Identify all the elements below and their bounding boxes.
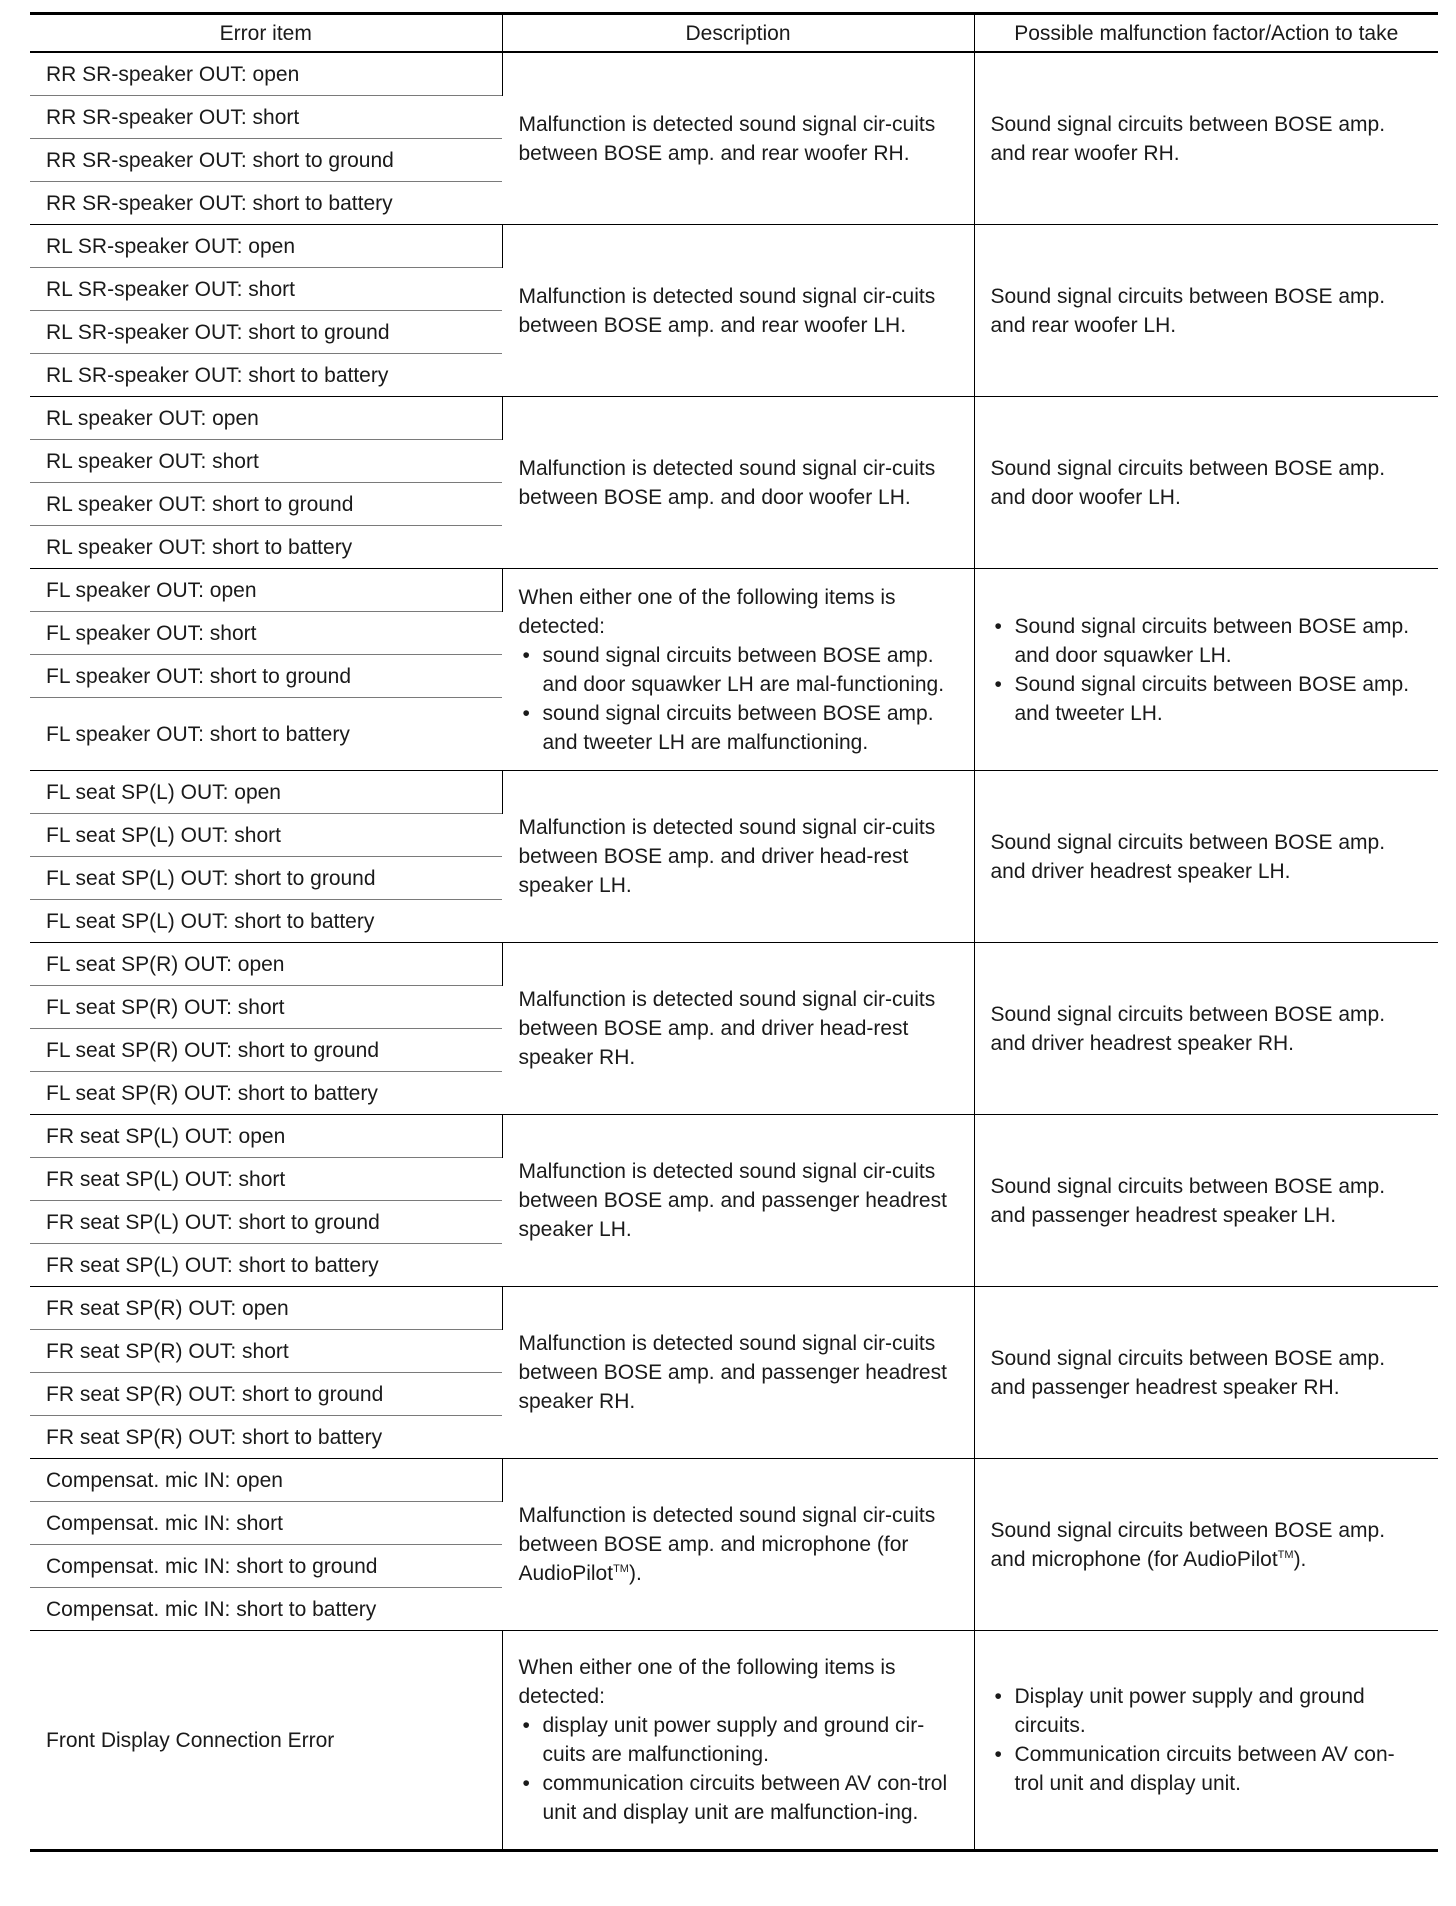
action-text: Sound signal circuits between BOSE amp. and microphone (for AudioPilot: [990, 1518, 1386, 1571]
table-row: [30, 52, 1438, 96]
error-item-cell: RR SR-speaker OUT: open: [30, 52, 502, 96]
description-bullet: • sound signal circuits between BOSE amp. and door squawker LH are mal-functioning.: [519, 641, 958, 699]
action-cell: Sound signal circuits between BOSE amp. and driver headrest speaker LH.: [974, 771, 1438, 943]
error-item-cell: RR SR-speaker OUT: short to ground: [30, 139, 502, 182]
table-row: [30, 1631, 1438, 1851]
error-item-cell: FR seat SP(R) OUT: short to battery: [30, 1416, 502, 1459]
error-item-cell: FR seat SP(L) OUT: open: [30, 1115, 502, 1158]
action-cell: [974, 1459, 1438, 1631]
description-cell: Malfunction is detected sound signal cir-cuits between BOSE amp. and passenger headrest speaker RH.: [502, 1287, 974, 1459]
description-cell: Malfunction is detected sound signal cir-cuits between BOSE amp. and driver head-rest speaker LH.: [502, 771, 974, 943]
description-cell: Malfunction is detected sound signal cir-cuits between BOSE amp. and driver head-rest speaker RH.: [502, 943, 974, 1115]
document-page: [30, 12, 1438, 1852]
error-item-cell: RL speaker OUT: open: [30, 397, 502, 440]
error-item-cell: FR seat SP(L) OUT: short to ground: [30, 1201, 502, 1244]
description-cell: Malfunction is detected sound signal cir-cuits between BOSE amp. and passenger headrest speaker LH.: [502, 1115, 974, 1287]
error-item-cell: FL speaker OUT: short to battery: [30, 698, 502, 771]
error-item-cell: Compensat. mic IN: short to battery: [30, 1588, 502, 1631]
description-bullet: • communication circuits between AV con-trol unit and display unit are malfunction-ing.: [519, 1769, 958, 1827]
header-description: Description: [502, 14, 974, 53]
action-bullet: • Communication circuits between AV con-trol unit and display unit.: [991, 1740, 1423, 1798]
table-row: [30, 1459, 1438, 1502]
table-row: [30, 225, 1438, 268]
action-cell: Sound signal circuits between BOSE amp. and driver headrest speaker RH.: [974, 943, 1438, 1115]
error-item-cell: FL speaker OUT: open: [30, 569, 502, 612]
table-header-row: [30, 14, 1438, 53]
action-cell: Sound signal circuits between BOSE amp. and rear woofer LH.: [974, 225, 1438, 397]
table-row: [30, 771, 1438, 814]
error-item-cell: Front Display Connection Error: [30, 1631, 502, 1851]
error-item-cell: FL seat SP(L) OUT: short to ground: [30, 857, 502, 900]
error-item-cell: FL seat SP(R) OUT: short: [30, 986, 502, 1029]
table-row: [30, 397, 1438, 440]
action-cell: Sound signal circuits between BOSE amp. and passenger headrest speaker RH.: [974, 1287, 1438, 1459]
error-item-cell: FL speaker OUT: short: [30, 612, 502, 655]
action-bullet: • Sound signal circuits between BOSE amp. and door squawker LH.: [991, 612, 1423, 670]
description-cell: Malfunction is detected sound signal cir-cuits between BOSE amp. and rear woofer LH.: [502, 225, 974, 397]
description-intro: When either one of the following items is detected:: [518, 1656, 896, 1708]
table-row: [30, 569, 1438, 612]
description-cell: [502, 1459, 974, 1631]
action-tail: ).: [1293, 1547, 1307, 1571]
error-item-cell: FL speaker OUT: short to ground: [30, 655, 502, 698]
error-item-cell: FL seat SP(L) OUT: open: [30, 771, 502, 814]
error-item-cell: RR SR-speaker OUT: short to battery: [30, 182, 502, 225]
error-item-cell: RL speaker OUT: short to ground: [30, 483, 502, 526]
error-item-cell: RL speaker OUT: short: [30, 440, 502, 483]
action-bullet: • Sound signal circuits between BOSE amp. and tweeter LH.: [991, 670, 1423, 728]
error-item-cell: FR seat SP(R) OUT: short to ground: [30, 1373, 502, 1416]
description-cell: Malfunction is detected sound signal cir-cuits between BOSE amp. and rear woofer RH.: [502, 52, 974, 225]
description-bullet: • display unit power supply and ground cir-cuits are malfunctioning.: [519, 1711, 958, 1769]
description-cell: [502, 569, 974, 771]
action-cell: Sound signal circuits between BOSE amp. and rear woofer RH.: [974, 52, 1438, 225]
error-item-cell: FR seat SP(R) OUT: short: [30, 1330, 502, 1373]
trademark-mark: TM: [613, 1563, 629, 1575]
action-bullet-list: [991, 1682, 1423, 1798]
error-item-cell: FR seat SP(R) OUT: open: [30, 1287, 502, 1330]
description-bullet-list: [519, 1711, 958, 1827]
error-item-cell: RR SR-speaker OUT: short: [30, 96, 502, 139]
error-item-cell: FL seat SP(R) OUT: open: [30, 943, 502, 986]
trademark-mark: TM: [1277, 1548, 1294, 1561]
action-cell: Sound signal circuits between BOSE amp. and passenger headrest speaker LH.: [974, 1115, 1438, 1287]
action-bullet-list: [991, 612, 1423, 728]
error-item-cell: FL seat SP(L) OUT: short to battery: [30, 900, 502, 943]
header-error-item: Error item: [30, 14, 502, 53]
description-intro: When either one of the following items is detected:: [518, 585, 896, 638]
description-text: Malfunction is detected sound signal cir-cuits between BOSE amp. and microphone (for AudioPilot: [518, 1504, 936, 1585]
error-item-table: [30, 12, 1438, 1852]
error-item-cell: Compensat. mic IN: short to ground: [30, 1545, 502, 1588]
error-item-cell: FL seat SP(R) OUT: short to ground: [30, 1029, 502, 1072]
error-item-cell: FL seat SP(L) OUT: short: [30, 814, 502, 857]
action-bullet: • Display unit power supply and ground circuits.: [991, 1682, 1423, 1740]
error-item-cell: Compensat. mic IN: short: [30, 1502, 502, 1545]
error-item-cell: RL SR-speaker OUT: short to battery: [30, 354, 502, 397]
description-cell: [502, 1631, 974, 1851]
error-item-cell: RL SR-speaker OUT: open: [30, 225, 502, 268]
error-item-cell: RL speaker OUT: short to battery: [30, 526, 502, 569]
error-item-cell: FL seat SP(R) OUT: short to battery: [30, 1072, 502, 1115]
description-cell: Malfunction is detected sound signal cir-cuits between BOSE amp. and door woofer LH.: [502, 397, 974, 569]
error-item-cell: FR seat SP(L) OUT: short: [30, 1158, 502, 1201]
error-item-cell: Compensat. mic IN: open: [30, 1459, 502, 1502]
error-item-cell: FR seat SP(L) OUT: short to battery: [30, 1244, 502, 1287]
table-row: [30, 1115, 1438, 1158]
description-bullet: • sound signal circuits between BOSE amp. and tweeter LH are malfunctioning.: [519, 699, 958, 757]
table-row: [30, 1287, 1438, 1330]
action-cell: [974, 569, 1438, 771]
action-cell: Sound signal circuits between BOSE amp. and door woofer LH.: [974, 397, 1438, 569]
description-bullet-list: [519, 641, 958, 757]
action-cell: [974, 1631, 1438, 1851]
error-item-cell: RL SR-speaker OUT: short: [30, 268, 502, 311]
error-item-cell: RL SR-speaker OUT: short to ground: [30, 311, 502, 354]
table-row: [30, 943, 1438, 986]
description-tail: ).: [628, 1562, 642, 1585]
header-action: Possible malfunction factor/Action to take: [974, 14, 1438, 53]
